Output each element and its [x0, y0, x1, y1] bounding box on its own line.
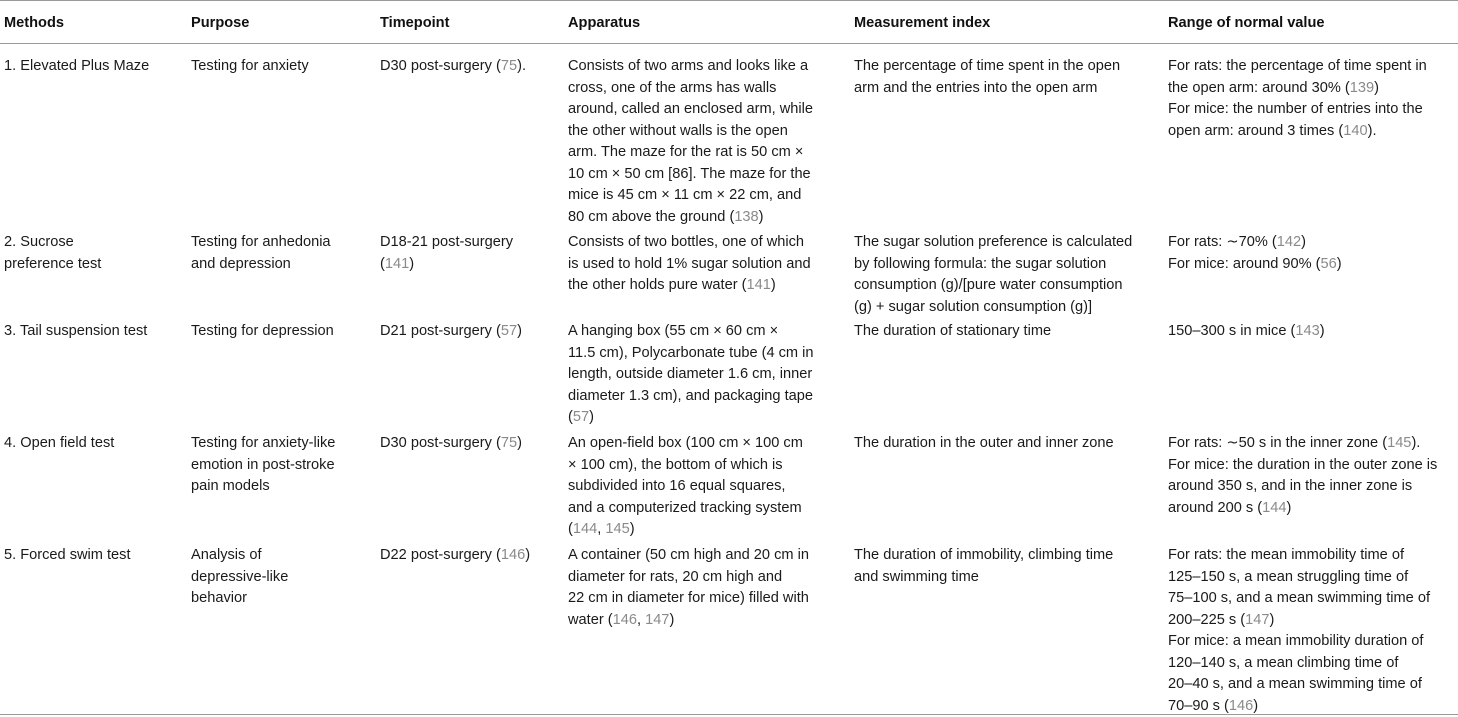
cell-text: )	[759, 209, 764, 225]
cell-purpose	[191, 232, 331, 275]
cell-line: Testing for anxiety	[191, 56, 309, 78]
cell-text: 80 cm above the ground (	[568, 209, 734, 225]
cell-line	[1168, 498, 1437, 520]
cell-text: consumption (g)/[pure water consumption	[854, 277, 1123, 293]
cell-line	[1168, 254, 1342, 276]
reference-link[interactable]: 138	[734, 209, 758, 225]
cell-line	[568, 545, 809, 567]
cell-line	[1168, 610, 1430, 632]
cell-text: around, called an enclosed arm, while	[568, 101, 813, 117]
cell-text: 200–225 s (	[1168, 612, 1245, 628]
cell-text: diameter 1.3 cm), and packaging tape	[568, 388, 813, 404]
cell-line	[568, 343, 814, 365]
cell-methods	[4, 545, 131, 567]
cell-line	[568, 254, 811, 276]
cell-line	[568, 519, 803, 541]
cell-line	[854, 321, 1051, 343]
cell-line	[568, 321, 814, 343]
reference-link[interactable]: 141	[385, 256, 409, 272]
cell-line	[568, 164, 813, 186]
cell-text: is used to hold 1% sugar solution and	[568, 256, 811, 272]
cell-line	[854, 433, 1114, 455]
cell-text: by following formula: the sugar solution	[854, 256, 1106, 272]
cell-text: 22 cm in diameter for mice) filled with	[568, 590, 809, 606]
reference-link[interactable]: 146	[613, 612, 637, 628]
cell-text: )	[1301, 234, 1306, 250]
cell-apparatus	[568, 56, 813, 228]
cell-line	[1168, 433, 1437, 455]
cell-line	[1168, 545, 1430, 567]
cell-line: 5. Forced swim test	[4, 545, 131, 567]
cell-text: )	[1374, 80, 1379, 96]
cell-text: For rats: the mean immobility time of	[1168, 547, 1404, 563]
cell-text: For mice: the number of entries into the	[1168, 101, 1423, 117]
cell-line	[568, 275, 811, 297]
reference-link[interactable]: 75	[501, 435, 517, 451]
cell-line: 3. Tail suspension test	[4, 321, 147, 343]
cell-measurement	[854, 545, 1113, 588]
cell-line	[568, 476, 803, 498]
cell-line	[380, 433, 522, 455]
cell-line	[380, 56, 526, 78]
cell-line	[568, 142, 813, 164]
cell-text: )	[1320, 323, 1325, 339]
cell-line	[1168, 674, 1430, 696]
cell-timepoint	[380, 56, 526, 78]
cell-text: ).	[1411, 435, 1420, 451]
cell-line: Testing for anhedonia	[191, 232, 331, 254]
reference-link[interactable]: 142	[1277, 234, 1301, 250]
cell-text: D30 post-surgery (	[380, 435, 501, 451]
cell-line	[854, 232, 1132, 254]
cell-text: (	[568, 409, 573, 425]
cell-line	[380, 321, 522, 343]
cell-text: 70–90 s (	[1168, 698, 1229, 714]
cell-text: )	[630, 521, 635, 537]
cell-text: 120–140 s, a mean climbing time of	[1168, 655, 1398, 671]
cell-text: (	[380, 256, 385, 272]
cell-text: and swimming time	[854, 569, 979, 585]
cell-text: )	[409, 256, 414, 272]
cell-measurement	[854, 433, 1114, 455]
cell-text: Consists of two bottles, one of which	[568, 234, 804, 250]
cell-line	[1168, 653, 1430, 675]
reference-link[interactable]: 75	[501, 58, 517, 74]
cell-text: mice is 45 cm × 11 cm × 22 cm, and	[568, 187, 801, 203]
cell-line	[854, 567, 1113, 589]
cell-purpose	[191, 545, 288, 610]
cell-text: ,	[597, 521, 605, 537]
cell-purpose	[191, 321, 334, 343]
cell-line	[568, 455, 803, 477]
cell-text: subdivided into 16 equal squares,	[568, 478, 785, 494]
cell-line	[568, 99, 813, 121]
reference-link[interactable]: 139	[1350, 80, 1374, 96]
cell-line	[1168, 99, 1427, 121]
cell-line: behavior	[191, 588, 288, 610]
cell-text: ).	[1368, 123, 1377, 139]
cell-apparatus	[568, 232, 811, 297]
reference-link[interactable]: 140	[1343, 123, 1367, 139]
cell-text: D22 post-surgery (	[380, 547, 501, 563]
reference-link[interactable]: 144	[573, 521, 597, 537]
cell-line	[380, 545, 530, 567]
cell-range	[1168, 56, 1427, 142]
cell-text: around 350 s, and in the inner zone is	[1168, 478, 1412, 494]
cell-line	[854, 78, 1120, 100]
cell-text: (g) + sugar solution consumption (g)]	[854, 299, 1092, 315]
cell-line	[854, 297, 1132, 319]
cell-line	[380, 254, 513, 276]
cell-text: cross, one of the arms has walls	[568, 80, 776, 96]
cell-line: depressive-like	[191, 567, 288, 589]
cell-methods	[4, 232, 101, 275]
cell-text: water (	[568, 612, 613, 628]
cell-text: Consists of two arms and looks like a	[568, 58, 808, 74]
cell-line: Testing for anxiety-like	[191, 433, 335, 455]
cell-line	[568, 56, 813, 78]
cell-line	[568, 232, 811, 254]
cell-methods	[4, 433, 114, 455]
cell-apparatus	[568, 433, 803, 541]
cell-text: )	[589, 409, 594, 425]
cell-text: For rats: ∼70% (	[1168, 234, 1277, 250]
reference-link[interactable]: 145	[605, 521, 629, 537]
cell-line	[568, 433, 803, 455]
cell-text: The sugar solution preference is calculated	[854, 234, 1132, 250]
cell-timepoint	[380, 545, 530, 567]
cell-line	[568, 185, 813, 207]
cell-line: Analysis of	[191, 545, 288, 567]
cell-methods	[4, 56, 149, 78]
cell-text: The duration of stationary time	[854, 323, 1051, 339]
cell-text: For mice: around 90% (	[1168, 256, 1321, 272]
cell-line: pain models	[191, 476, 335, 498]
cell-measurement	[854, 321, 1051, 343]
cell-line	[854, 254, 1132, 276]
cell-line	[1168, 232, 1342, 254]
cell-text: 20–40 s, and a mean swimming time of	[1168, 676, 1422, 692]
cell-line	[1168, 476, 1437, 498]
reference-link[interactable]: 141	[746, 277, 770, 293]
cell-line: and depression	[191, 254, 331, 276]
header-range-of-normal-value: Range of normal value	[1168, 13, 1325, 35]
cell-text: × 100 cm), the bottom of which is	[568, 457, 783, 473]
cell-line	[568, 386, 814, 408]
cell-text: 10 cm × 50 cm [86]. The maze for the	[568, 166, 811, 182]
cell-range	[1168, 545, 1430, 717]
cell-apparatus	[568, 321, 814, 429]
cell-timepoint	[380, 232, 513, 275]
header-apparatus: Apparatus	[568, 13, 640, 35]
cell-text: ).	[517, 58, 526, 74]
cell-line	[568, 78, 813, 100]
cell-text: 125–150 s, a mean struggling time of	[1168, 569, 1408, 585]
cell-measurement	[854, 232, 1132, 318]
reference-link[interactable]: 143	[1295, 323, 1319, 339]
cell-measurement	[854, 56, 1120, 99]
cell-timepoint	[380, 433, 522, 455]
cell-purpose	[191, 56, 309, 78]
cell-text: )	[525, 547, 530, 563]
cell-text: and a computerized tracking system	[568, 500, 802, 516]
cell-text: )	[1269, 612, 1274, 628]
cell-text: )	[771, 277, 776, 293]
reference-link[interactable]: 147	[645, 612, 669, 628]
reference-link[interactable]: 146	[501, 547, 525, 563]
cell-text: For mice: a mean immobility duration of	[1168, 633, 1423, 649]
cell-line	[568, 407, 814, 429]
cell-text: (	[568, 521, 573, 537]
cell-text: D21 post-surgery (	[380, 323, 501, 339]
cell-text: )	[1286, 500, 1291, 516]
cell-line	[854, 275, 1132, 297]
cell-text: open arm: around 3 times (	[1168, 123, 1343, 139]
cell-line	[1168, 321, 1325, 343]
cell-range	[1168, 433, 1437, 519]
cell-text: The duration in the outer and inner zone	[854, 435, 1114, 451]
cell-text: )	[1253, 698, 1258, 714]
cell-timepoint	[380, 321, 522, 343]
cell-text: the other holds pure water (	[568, 277, 746, 293]
cell-text: 75–100 s, and a mean swimming time of	[1168, 590, 1430, 606]
cell-line	[854, 545, 1113, 567]
cell-text: D30 post-surgery (	[380, 58, 501, 74]
cell-text: The percentage of time spent in the open	[854, 58, 1120, 74]
reference-link[interactable]: 57	[501, 323, 517, 339]
cell-line	[854, 56, 1120, 78]
cell-line: preference test	[4, 254, 101, 276]
reference-link[interactable]: 146	[1229, 698, 1253, 714]
cell-line: emotion in post-stroke	[191, 455, 335, 477]
cell-apparatus	[568, 545, 809, 631]
cell-line	[1168, 121, 1427, 143]
cell-line	[568, 610, 809, 632]
cell-text: )	[1337, 256, 1342, 272]
cell-line	[568, 364, 814, 386]
cell-text: ,	[637, 612, 645, 628]
cell-text: For mice: the duration in the outer zone is	[1168, 457, 1437, 473]
cell-line	[568, 121, 813, 143]
cell-line: 2. Sucrose	[4, 232, 101, 254]
cell-range	[1168, 232, 1342, 275]
cell-text: around 200 s (	[1168, 500, 1262, 516]
cell-text: )	[669, 612, 674, 628]
cell-text: length, outside diameter 1.6 cm, inner	[568, 366, 812, 382]
cell-text: 150–300 s in mice (	[1168, 323, 1295, 339]
cell-text: )	[517, 435, 522, 451]
cell-text: the open arm: around 30% (	[1168, 80, 1350, 96]
cell-text: 11.5 cm), Polycarbonate tube (4 cm in	[568, 345, 814, 361]
cell-text: For rats: ∼50 s in the inner zone (	[1168, 435, 1387, 451]
reference-link[interactable]: 145	[1387, 435, 1411, 451]
cell-line	[1168, 588, 1430, 610]
header-measurement-index: Measurement index	[854, 13, 990, 35]
cell-line	[568, 567, 809, 589]
reference-link[interactable]: 56	[1321, 256, 1337, 272]
cell-purpose	[191, 433, 335, 498]
cell-line	[1168, 567, 1430, 589]
cell-methods	[4, 321, 147, 343]
header-purpose: Purpose	[191, 13, 249, 35]
header-methods: Methods	[4, 13, 64, 35]
table-top-rule	[0, 0, 1458, 1]
cell-line	[1168, 56, 1427, 78]
cell-line	[1168, 78, 1427, 100]
cell-text: The duration of immobility, climbing time	[854, 547, 1113, 563]
cell-line	[1168, 631, 1430, 653]
cell-text: An open-field box (100 cm × 100 cm	[568, 435, 803, 451]
reference-link[interactable]: 57	[573, 409, 589, 425]
cell-line	[568, 207, 813, 229]
reference-link[interactable]: 147	[1245, 612, 1269, 628]
cell-range	[1168, 321, 1325, 343]
cell-line	[568, 588, 809, 610]
cell-text: the other without walls is the open	[568, 123, 788, 139]
cell-text: A hanging box (55 cm × 60 cm ×	[568, 323, 778, 339]
cell-line	[1168, 455, 1437, 477]
reference-link[interactable]: 144	[1262, 500, 1286, 516]
cell-text: For rats: the percentage of time spent in	[1168, 58, 1427, 74]
cell-line	[380, 232, 513, 254]
cell-line	[568, 498, 803, 520]
cell-line: 4. Open field test	[4, 433, 114, 455]
cell-text: arm and the entries into the open arm	[854, 80, 1097, 96]
cell-text: arm. The maze for the rat is 50 cm ×	[568, 144, 803, 160]
cell-text: diameter for rats, 20 cm high and	[568, 569, 782, 585]
cell-text: )	[517, 323, 522, 339]
cell-line: 1. Elevated Plus Maze	[4, 56, 149, 78]
cell-line: Testing for depression	[191, 321, 334, 343]
header-rule	[0, 43, 1458, 44]
cell-text: A container (50 cm high and 20 cm in	[568, 547, 809, 563]
header-timepoint: Timepoint	[380, 13, 449, 35]
cell-text: D18-21 post-surgery	[380, 234, 513, 250]
